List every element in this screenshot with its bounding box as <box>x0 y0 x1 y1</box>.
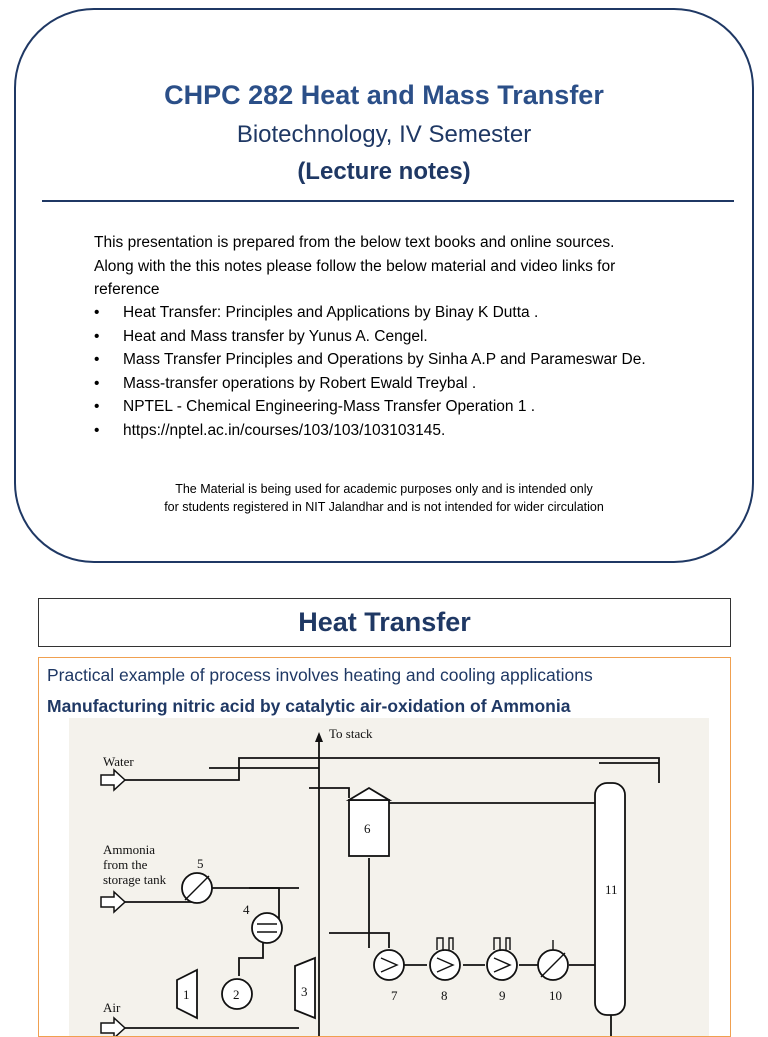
to-stack-label: To stack <box>329 726 373 741</box>
reference-item: • Heat Transfer: Principles and Applications by Binay K Dutta . <box>94 301 754 325</box>
reference-item: • NPTEL - Chemical Engineering-Mass Transfer Operation 1 . <box>94 395 754 419</box>
unit-10-label: 10 <box>549 988 562 1003</box>
unit-8-cooler <box>430 950 460 980</box>
unit-7-cooler <box>374 950 404 980</box>
title-divider <box>42 200 734 202</box>
intro-line: Along with the this notes please follow the below material and video links for <box>94 257 616 275</box>
unit-4-exchanger <box>252 913 282 943</box>
unit-11-column <box>595 783 625 1015</box>
disclaimer-line: for students registered in NIT Jalandhar and is not intended for wider circulation <box>164 500 604 514</box>
manufacturing-heading: Manufacturing nitric acid by catalytic air-oxidation of Ammonia <box>47 696 571 716</box>
reference-item: • Heat and Mass transfer by Yunus A. Cengel. <box>94 325 754 349</box>
reference-list <box>94 301 754 442</box>
heat-transfer-header: Heat Transfer <box>38 598 731 647</box>
ammonia-label-line1: Ammonia <box>103 842 155 857</box>
course-title: CHPC 282 Heat and Mass Transfer <box>164 80 604 110</box>
unit-9-label: 9 <box>499 988 506 1003</box>
water-label: Water <box>103 754 134 769</box>
process-flow-diagram <box>39 718 731 1037</box>
ammonia-label-line2: from the <box>103 857 148 872</box>
unit-6-label: 6 <box>364 821 371 836</box>
reference-item: • Mass Transfer Principles and Operations by Sinha A.P and Parameswar De. <box>94 348 754 372</box>
practical-example-text: Practical example of process involves heating and cooling applications <box>47 665 593 685</box>
intro-line: reference <box>94 281 160 298</box>
ammonia-label-line3: storage tank <box>103 872 167 887</box>
unit-11-label: 11 <box>605 882 618 897</box>
unit-3-label: 3 <box>301 984 308 999</box>
unit-4-label: 4 <box>243 902 250 917</box>
unit-8-label: 8 <box>441 988 448 1003</box>
unit-1-label: 1 <box>183 987 190 1002</box>
reference-link[interactable]: • https://nptel.ac.in/courses/103/103/103103145. <box>94 419 754 443</box>
title-slide <box>14 8 754 563</box>
air-label: Air <box>103 1000 121 1015</box>
heat-transfer-content <box>38 657 731 1037</box>
unit-2-label: 2 <box>233 987 240 1002</box>
unit-9-cooler <box>487 950 517 980</box>
disclaimer-line: The Material is being used for academic purposes only and is intended only <box>175 482 593 496</box>
disclaimer <box>16 480 752 516</box>
unit-7-label: 7 <box>391 988 398 1003</box>
lecture-notes-label: (Lecture notes) <box>297 158 471 185</box>
reference-item: • Mass-transfer operations by Robert Ewald Treybal . <box>94 372 754 396</box>
intro-paragraph <box>94 231 734 302</box>
unit-5-label: 5 <box>197 856 204 871</box>
intro-line: This presentation is prepared from the below text books and online sources. <box>94 234 615 251</box>
course-subtitle: Biotechnology, IV Semester <box>236 121 532 148</box>
